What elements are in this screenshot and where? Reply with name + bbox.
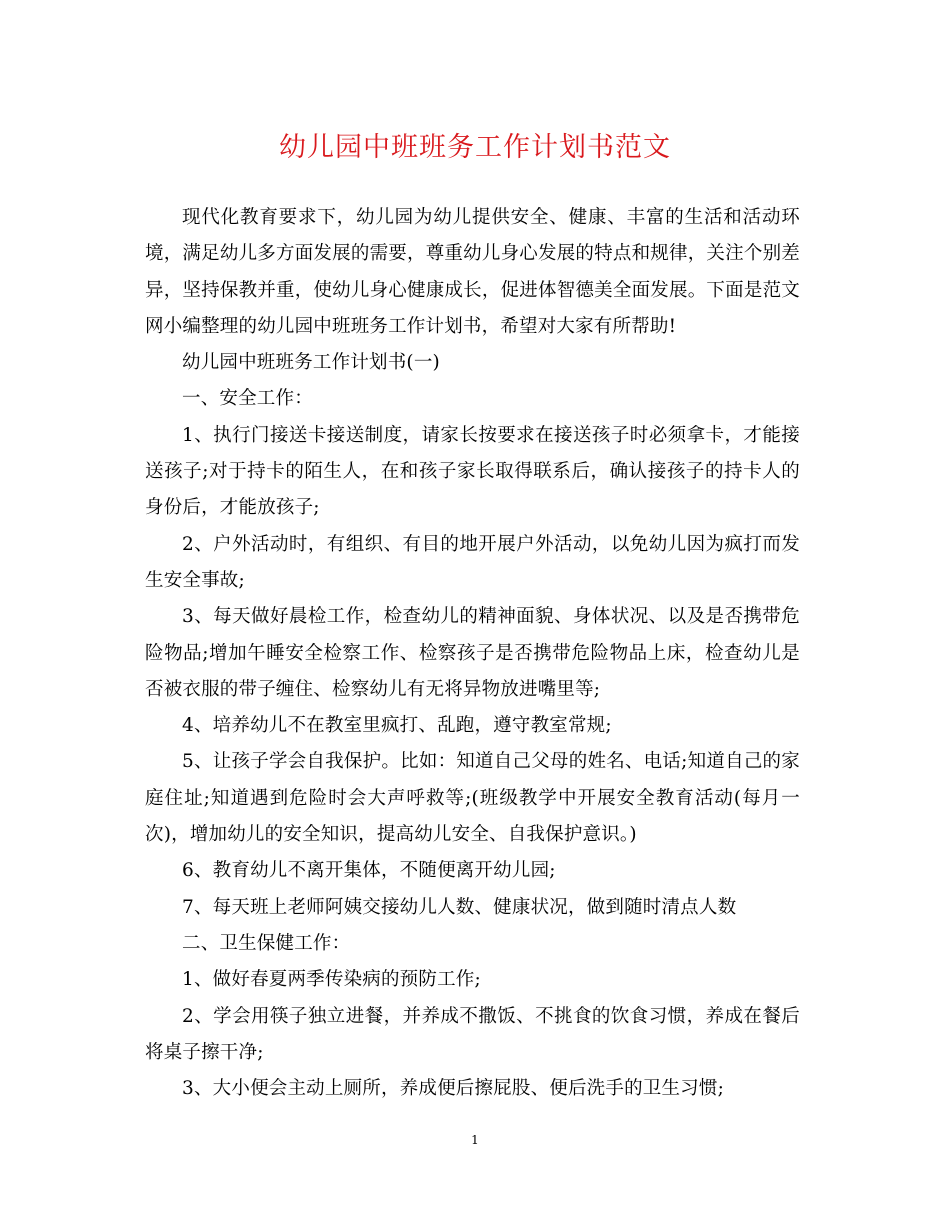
safety-item-1: 1、执行门接送卡接送制度，请家长按要求在接送孩子时必须拿卡，才能接送孩子;对于持卡的陌生人，在和孩子家长取得联系后，确认接孩子的持卡人的身份后，才能放孩子; xyxy=(145,424,800,519)
safety-item-5: 5、让孩子学会自我保护。比如：知道自己父母的姓名、电话;知道自己的家庭住址;知道遇到危险时会大声呼救等;(班级教学中开展安全教育活动(每月一次)，增加幼儿的安全知识，提高幼儿安全、自我保护意识。) xyxy=(145,751,800,846)
safety-item-3: 3、每天做好晨检工作，检查幼儿的精神面貌、身体状况、以及是否携带危险物品;增加午睡安全检察工作、检察孩子是否携带危险物品上床，检查幼儿是否被衣服的带子缠住、检察幼儿有无将异物放进嘴里等; xyxy=(145,606,800,700)
safety-item-7: 7、每天班上老师阿姨交接幼儿人数、健康状况，做到随时清点人数 xyxy=(182,896,737,918)
hygiene-item-2: 2、学会用筷子独立进餐，并养成不撒饭、不挑食的饮食习惯，养成在餐后将桌子擦干净; xyxy=(145,1005,800,1063)
page-number: 1 xyxy=(471,1133,479,1147)
safety-item-6: 6、教育幼儿不离开集体，不随便离开幼儿园; xyxy=(182,860,556,882)
document-body xyxy=(145,200,800,1107)
document-title: 幼儿园中班班务工作计划书范文 xyxy=(279,132,671,163)
section-heading-hygiene: 二、卫生保健工作： xyxy=(182,932,351,954)
section-heading-safety: 一、安全工作： xyxy=(182,388,313,410)
hygiene-item-1: 1、做好春夏两季传染病的预防工作; xyxy=(182,969,481,991)
section-heading-plan-one: 幼儿园中班班务工作计划书(一) xyxy=(182,352,440,374)
safety-item-4: 4、培养幼儿不在教室里疯打、乱跑，遵守教室常规; xyxy=(182,715,612,737)
hygiene-item-3: 3、大小便会主动上厕所，养成便后擦屁股、便后洗手的卫生习惯; xyxy=(182,1078,725,1100)
safety-item-2: 2、户外活动时，有组织、有目的地开展户外活动，以免幼儿因为疯打而发生安全事故; xyxy=(145,533,800,591)
intro-paragraph: 现代化教育要求下，幼儿园为幼儿提供安全、健康、丰富的生活和活动环境，满足幼儿多方面发展的需要，尊重幼儿身心发展的特点和规律，关注个别差异，坚持保教并重，使幼儿身心健康成长，促进体智德美全面发展。下面是范文网小编整理的幼儿园中班班务工作计划书，希望对大家有所帮助! xyxy=(145,207,800,337)
